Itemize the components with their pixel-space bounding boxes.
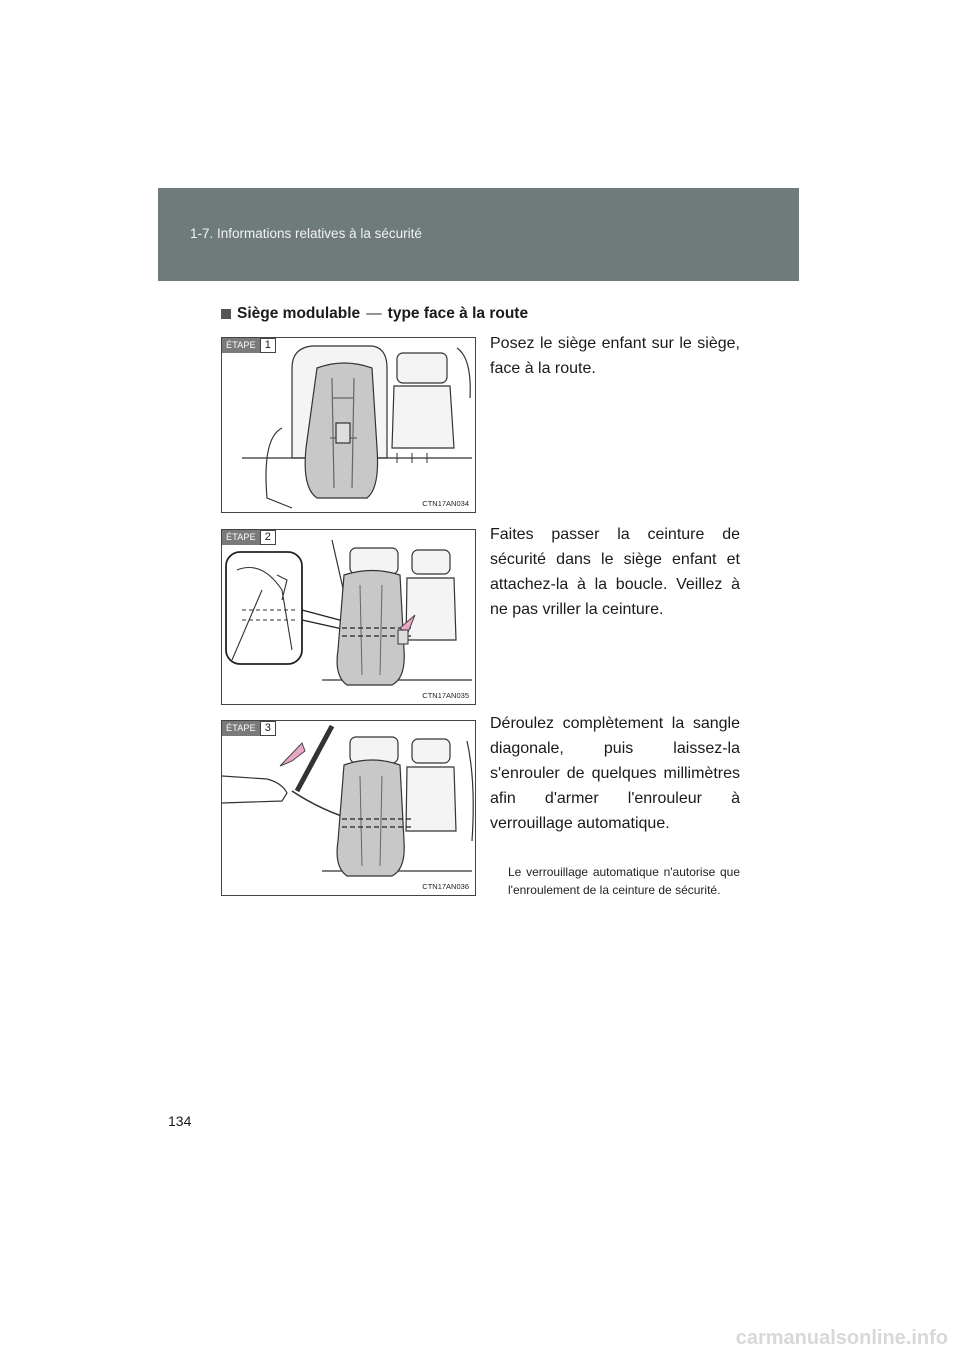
step-1-illustration bbox=[221, 337, 476, 513]
step-3-text: Déroulez complètement la sangle diagonale, puis laissez-la s'enrouler de quelques millimètres afin d'armer l'enrouleur à verrouillage automatique. bbox=[490, 715, 740, 832]
heading-subtitle: type face à la route bbox=[387, 305, 529, 322]
header-band bbox=[158, 188, 799, 281]
figure-code: CTN17AN034 bbox=[422, 499, 469, 508]
square-bullet-icon bbox=[221, 309, 231, 319]
figure-code: CTN17AN036 bbox=[422, 882, 469, 891]
step-1-text: Posez le siège enfant sur le siège, face à la route. bbox=[490, 335, 740, 377]
heading-dash: — bbox=[366, 305, 382, 322]
seat-belt-buckle-icon bbox=[222, 530, 476, 705]
step-tag: ÉTAPE 1 bbox=[222, 338, 276, 353]
section-title: 1-7. Informations relatives à la sécurité bbox=[190, 226, 422, 241]
belt-retractor-icon bbox=[222, 721, 476, 896]
step-3-note: Le verrouillage automatique n'autorise que l'enroulement de la ceinture de sécurité. bbox=[508, 865, 740, 897]
child-seat-forward-icon bbox=[222, 338, 476, 513]
section-heading bbox=[221, 305, 528, 323]
step-2-illustration bbox=[221, 529, 476, 705]
heading-title: Siège modulable bbox=[237, 305, 361, 322]
step-tag: ÉTAPE 3 bbox=[222, 721, 276, 736]
step-3-illustration bbox=[221, 720, 476, 896]
watermark: carmanualsonline.info bbox=[735, 1327, 948, 1349]
page-number: 134 bbox=[168, 1113, 192, 1129]
step-2-text: Faites passer la ceinture de sécurité dans le siège enfant et attachez-la à la boucle. Veillez à ne pas vriller la ceinture. bbox=[490, 526, 740, 618]
step-tag: ÉTAPE 2 bbox=[222, 530, 276, 545]
figure-code: CTN17AN035 bbox=[422, 691, 469, 700]
